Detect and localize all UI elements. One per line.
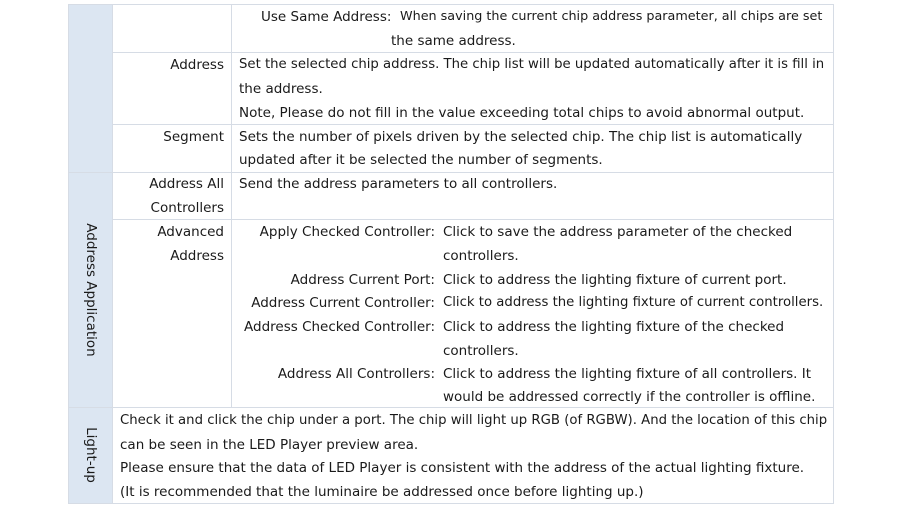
- address-desc-line3: Note, Please do not fill in the value exceeding total chips to avoid abnormal output.: [239, 105, 805, 121]
- address-desc-line1: Set the selected chip address. The chip list will be updated automatically after it is fill in: [239, 57, 825, 72]
- address-desc-line2: the address.: [239, 81, 323, 97]
- address-all-label-line1: Address All: [149, 176, 224, 192]
- address-label: Address: [170, 57, 224, 73]
- segment-desc-line2: updated after it be selected the number of segments.: [239, 152, 603, 168]
- adv-desc-current-port: Click to address the lighting fixture of current port.: [443, 272, 787, 288]
- address-application-table: [68, 4, 834, 504]
- same-address-desc-line1: When saving the current chip address parameter, all chips are set: [400, 9, 823, 24]
- light-up-line3: Please ensure that the data of LED Player is consistent with the address of the actual lighting fixture.: [120, 460, 805, 476]
- segment-desc-line1: Sets the number of pixels driven by the selected chip. The chip list is automatically: [239, 129, 803, 145]
- adv-desc-all-controllers-line2: would be addressed correctly if the controller is offline.: [443, 389, 816, 405]
- section-label-address-application: Address Application: [82, 222, 99, 357]
- adv-desc-checked-controller-line2: controllers.: [443, 343, 519, 359]
- adv-desc-apply-checked-line1: Click to save the address parameter of the checked: [443, 224, 793, 240]
- adv-desc-current-controller: Click to address the lighting fixture of current controllers.: [443, 295, 824, 310]
- adv-key-all-controllers: Address All Controllers:: [277, 366, 435, 382]
- adv-desc-checked-controller-line1: Click to address the lighting fixture of the checked: [443, 319, 785, 335]
- column-divider: [231, 5, 232, 407]
- adv-key-apply-checked: Apply Checked Controller:: [259, 224, 435, 240]
- adv-desc-apply-checked-line2: controllers.: [443, 248, 519, 264]
- address-all-label-line2: Controllers: [150, 200, 224, 216]
- adv-key-checked-controller: Address Checked Controller:: [244, 319, 435, 335]
- section-cell-address-application: [69, 172, 113, 407]
- light-up-line1: Check it and click the chip under a port. The chip will light up RGB (of RGBW). And the location of this chip: [120, 413, 828, 428]
- section-cell-top-continued: [69, 5, 113, 172]
- segment-label: Segment: [163, 129, 224, 145]
- light-up-line4: (It is recommended that the luminaire be addressed once before lighting up.): [120, 484, 644, 500]
- advanced-label-line1: Advanced: [157, 224, 224, 240]
- same-address-label: Use Same Address:: [261, 9, 392, 25]
- adv-key-current-port: Address Current Port:: [290, 272, 435, 288]
- adv-key-current-controller: Address Current Controller:: [251, 295, 435, 311]
- light-up-line2: can be seen in the LED Player preview area.: [120, 437, 419, 453]
- adv-desc-all-controllers-line1: Click to address the lighting fixture of all controllers. It: [443, 366, 812, 382]
- address-all-desc: Send the address parameters to all controllers.: [239, 176, 558, 192]
- advanced-label-line2: Address: [170, 248, 224, 264]
- same-address-desc-line2: the same address.: [391, 33, 516, 49]
- section-cell-light-up: [69, 407, 113, 503]
- section-label-light-up: Light-up: [82, 427, 99, 483]
